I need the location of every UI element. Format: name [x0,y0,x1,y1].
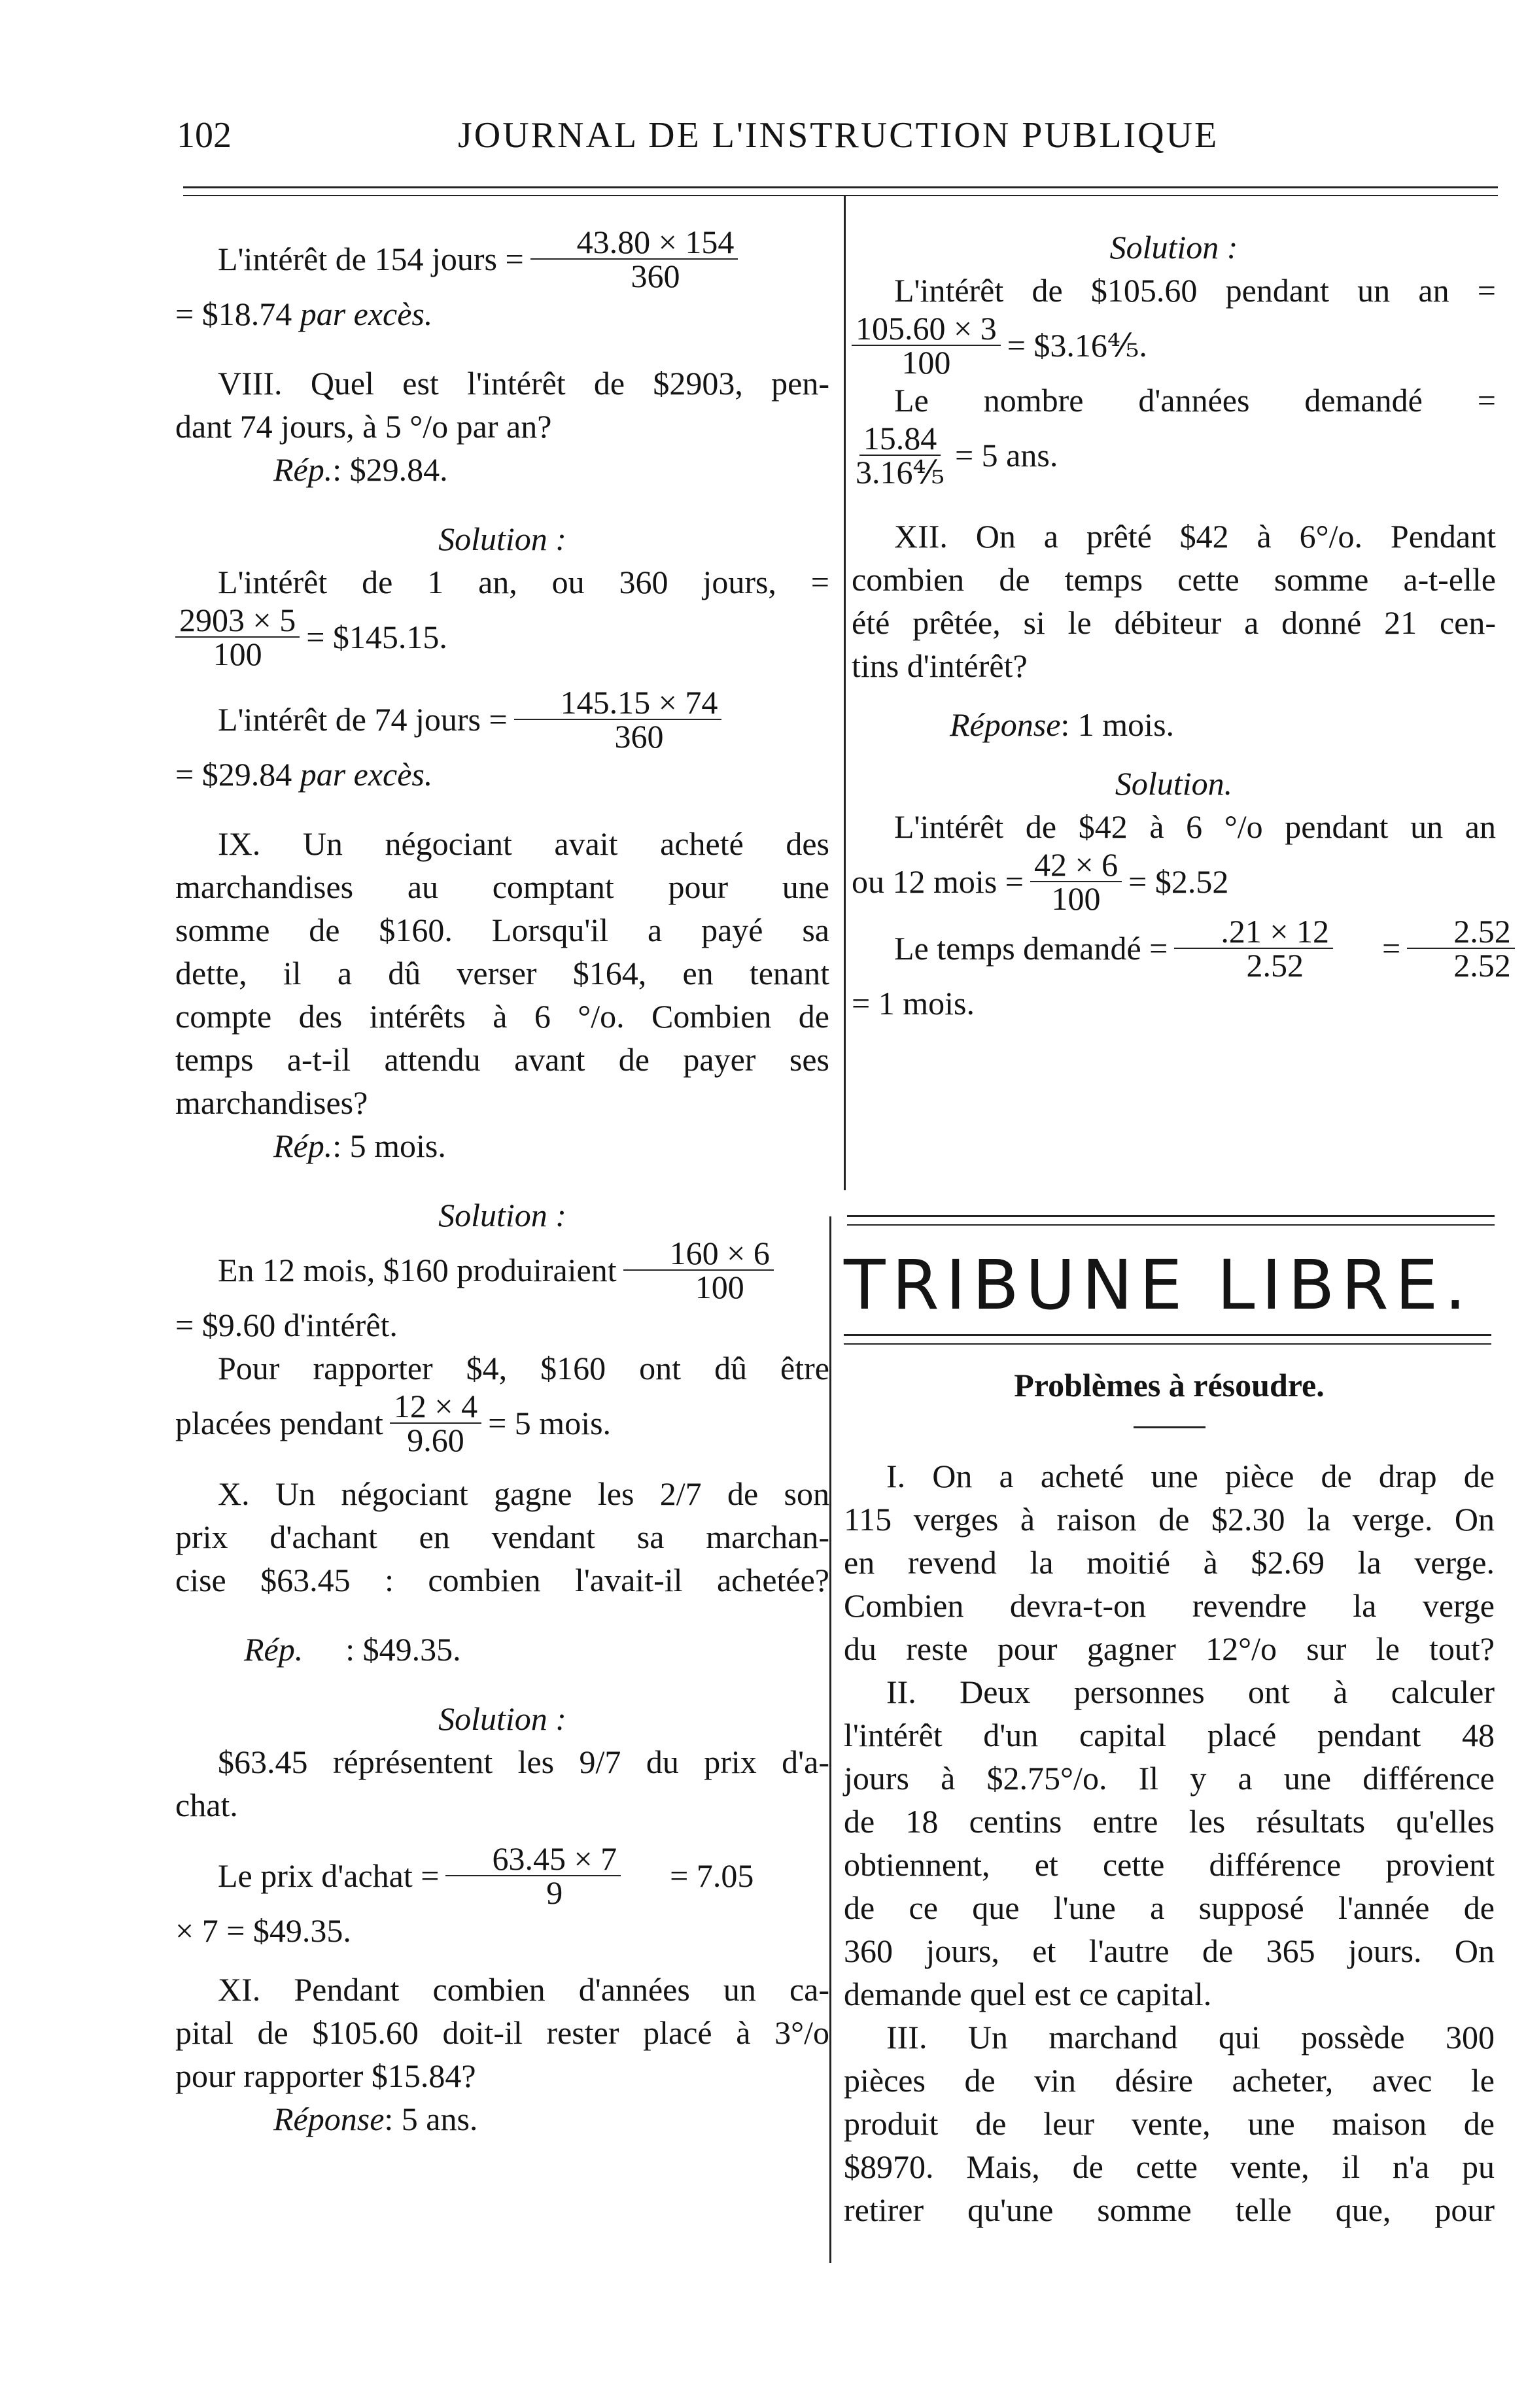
tribune-problem-3-line: retirer qu'une somme telle que, pour [844,2192,1495,2228]
result-note: par excès. [300,296,433,332]
answer-value: : 5 ans. [384,2101,478,2137]
problem-x-line: X. Un négociant gagne les 2/7 de son [218,1475,829,1512]
problem-ix-line: compte des intérêts à 6 °/o. Combien de [175,998,829,1035]
tribune-problem-3-line: III. Un marchand qui possède 300 [886,2019,1495,2055]
tribune-problem-1-line: 115 verges à raison de $2.30 la verge. On [844,1501,1495,1538]
xi-solution-line1: L'intérêt de $105.60 pendant un an = [894,272,1496,309]
interest-154-lead: L'intérêt de 154 jours = [218,241,524,277]
ix-fraction-2 [390,1390,481,1456]
problem-ix-line: somme de $160. Lorsqu'il a payé sa [175,912,829,948]
solution-heading-viii: Solution : [438,521,566,557]
fraction-denominator: 100 [213,636,262,672]
tribune-rule-top-2 [847,1224,1495,1226]
header-rule-bottom [183,195,1498,196]
answer-value: : $49.35. [345,1631,461,1668]
tribune-problem-2-line: de ce que l'une a supposé l'année de [844,1889,1495,1926]
fraction-numerator: 15.84 [859,422,941,456]
interest-154-fraction [530,226,738,292]
tribune-problem-1-line: Combien devra-t-on revendre la verge [844,1587,1495,1624]
fraction-denominator: 100 [695,1269,744,1305]
fraction-numerator: 43.80 × 154 [530,226,738,260]
tribune-problem-2-line: de 18 centins entre les résultats qu'elles [844,1803,1495,1840]
header-rule-top [183,186,1498,188]
fraction-denominator: 9.60 [407,1422,464,1458]
page-header [177,114,1236,167]
fraction-denominator: 2.52 [1453,947,1511,984]
viii-fraction-1 [175,604,300,670]
xi-fraction-2 [852,422,948,489]
solution-heading-xi: Solution : [1109,229,1238,266]
xii-solution-line4: = 1 mois. [852,985,975,1022]
x-solution-line3 [175,1842,829,1909]
tribune-problem-2 [844,1670,1495,2016]
tribune-problem-2-line: l'intérêt d'un capital placé pendant 48 [844,1717,1495,1753]
answer-label: Rép. [273,451,333,488]
fraction-numerator: 160 × 6 [623,1237,774,1271]
fraction-denominator: 360 [631,258,680,294]
problem-ix [175,822,829,1124]
ix-fraction-1 [623,1237,774,1303]
viii-solution-fraction-line [175,604,829,670]
problem-x-line: prix d'achant en vendant sa marchan- [175,1519,829,1555]
tribune-rule-bottom-2 [844,1343,1491,1345]
problem-ix-line: dette, il a dû verser $164, en tenant [175,955,829,991]
xii-fraction-2 [1174,915,1333,982]
xi-solution-line4 [852,422,1496,489]
tribune-problem-3 [844,2016,1495,2231]
tribune-problem-3-line: $8970. Mais, de cette vente, il n'a pu [844,2148,1495,2185]
viii-solution-result-line [175,753,829,796]
fraction-numerator: 2.52 [1407,915,1515,949]
problem-x [175,1472,829,1602]
fraction-denominator: 360 [614,718,664,755]
ix-solution-line4 [175,1390,829,1456]
viii-result-1: = $145.15. [306,619,447,655]
fraction-denominator: 100 [1051,880,1101,917]
problem-ix-line: marchandises au comptant pour une [175,869,829,905]
problem-viii-answer [273,448,829,491]
equals-sign: = [1382,930,1401,967]
tribune-problem-3-line: pièces de vin désire acheter, avec le [844,2062,1495,2099]
problem-ix-line: marchandises? [175,1084,368,1121]
xi-fraction-1 [852,312,1001,379]
xii-fraction-1 [1030,848,1122,915]
interest-154-line [175,226,829,292]
solution-heading-xii: Solution. [1115,765,1233,802]
interest-154-result [175,292,829,335]
fraction-denominator: 9 [546,1874,563,1911]
journal-title: JOURNAL DE L'INSTRUCTION PUBLIQUE [458,115,1219,156]
xii-lead-2: Le temps demandé = [894,930,1168,967]
problem-xii-line: XII. On a prêté $42 à 6°/o. Pendant [894,518,1496,555]
xi-result-2: = 5 ans. [954,437,1058,473]
problem-xii [852,515,1496,687]
xii-fraction-3 [1407,915,1515,982]
x-solution-line1: $63.45 réprésentent les 9/7 du prix d'a- [218,1744,829,1780]
answer-label: Réponse [950,706,1061,743]
problems-heading: Problèmes à résoudre. [1014,1367,1325,1403]
heading-dash [1134,1426,1205,1428]
fraction-numerator: 63.45 × 7 [445,1842,621,1876]
tribune-problem-1-line: I. On a acheté une pièce de drap de [886,1458,1495,1494]
answer-label: Rép. [244,1631,303,1668]
problem-viii-line1: VIII. Quel est l'intérêt de $2903, pen- [218,365,829,402]
answer-label: Rép. [273,1127,333,1164]
xii-solution-line1: L'intérêt de $42 à 6 °/o pendant un an [894,808,1496,845]
xii-lead-1: ou 12 mois = [852,863,1024,900]
x-lead-2: Le prix d'achat = [218,1857,440,1894]
problem-ix-line: temps a-t-il attendu avant de payer ses [175,1041,829,1078]
column-divider-upper [844,196,846,1190]
left-column [175,226,829,2141]
tribune-problem-1-line: du reste pour gagner 12°/o sur le tout? [844,1630,1495,1667]
xi-solution-line2 [852,312,1496,379]
problem-xi-line: XI. Pendant combien d'années un ca- [218,1971,829,2008]
problem-xii-answer [950,703,1496,746]
problem-xi-line: pour rapporter $15.84? [175,2057,476,2094]
fraction-denominator: 3.16⅘ [856,454,945,490]
problem-xi-line: pital de $105.60 doit-il rester placé à 3°/o [175,2014,829,2051]
ix-solution-line1 [175,1237,829,1303]
problem-ix-answer [273,1124,829,1167]
fraction-numerator: 2903 × 5 [175,604,300,638]
result-note: par excès. [300,756,433,793]
problem-ix-line: IX. Un négociant avait acheté des [218,825,829,862]
x-fraction [445,1842,621,1909]
result-value: = $29.84 [175,756,292,793]
problem-xi [175,1968,829,2097]
problem-xii-line: été prêtée, si le débiteur a donné 21 cen- [852,604,1496,641]
column-divider-lower [829,1216,831,2263]
ix-solution-line3: Pour rapporter $4, $160 ont dû être [218,1350,829,1386]
fraction-denominator: 100 [901,344,951,381]
answer-value: : 5 mois. [332,1127,446,1164]
problem-xi-answer [273,2097,829,2141]
viii-lead-2: L'intérêt de 74 jours = [218,701,508,738]
tribune-problem-2-line: jours à $2.75°/o. Il y a une différence [844,1760,1495,1797]
page-number: 102 [177,115,232,156]
xi-result-1: = $3.16⅘. [1007,327,1147,364]
fraction-numerator: 145.15 × 74 [514,686,722,720]
right-column [852,226,1511,1025]
ix-solution-line2: = $9.60 d'intérêt. [175,1307,398,1343]
tribune-problem-3-line: produit de leur vente, une maison de [844,2105,1495,2142]
viii-solution-line2 [175,686,829,753]
ix-result-2: = 5 mois. [488,1405,612,1441]
fraction-numerator: 12 × 4 [390,1390,481,1424]
problem-xii-line: tins d'intérêt? [852,647,1028,684]
x-solution-line4: × 7 = $49.35. [175,1912,351,1949]
xi-solution-line3: Le nombre d'années demandé = [894,382,1496,419]
solution-heading-x: Solution : [438,1700,566,1737]
problem-viii-line2: dant 74 jours, à 5 °/o par an? [175,408,552,445]
tribune-title: TRIBUNE LIBRE. [844,1245,1473,1325]
solution-heading-ix: Solution : [438,1197,566,1233]
fraction-denominator: 2.52 [1246,947,1304,984]
ix-lead-2: placées pendant [175,1405,383,1441]
problem-xii-line: combien de temps cette somme a-t-elle [852,561,1496,598]
problem-x-answer [175,1628,829,1671]
tribune-problem-1 [844,1454,1495,1670]
tribune-problem-2-line: 360 jours, et l'autre de 365 jours. On [844,1933,1495,1969]
tribune-problem-2-line: obtiennent, et cette différence provient [844,1846,1495,1883]
fraction-numerator: 105.60 × 3 [852,312,1001,346]
tribune-rule-bottom-1 [844,1334,1491,1336]
answer-value: : 1 mois. [1060,706,1175,743]
tribune-problem-2-line: demande quel est ce capital. [844,1976,1212,2012]
fraction-numerator: 42 × 6 [1030,848,1122,882]
answer-value: : $29.84. [332,451,448,488]
xii-solution-line3 [852,913,1511,984]
fraction-numerator: .21 × 12 [1174,915,1333,949]
xii-solution-line2 [852,848,1496,915]
x-result: = 7.05 [670,1857,754,1894]
x-solution-line2: chat. [175,1787,238,1823]
viii-fraction-2 [514,686,722,753]
viii-solution-line1: L'intérêt de 1 an, ou 360 jours, = [218,564,829,600]
result-value: = $18.74 [175,296,292,332]
problem-x-line: cise $63.45 : combien l'avait-il achetée? [175,1562,829,1598]
tribune-problem-1-line: en revend la moitié à $2.69 la verge. [844,1544,1495,1581]
xii-result-1: = $2.52 [1128,863,1229,900]
answer-label: Réponse [273,2101,385,2137]
tribune-rule-top-1 [847,1215,1495,1217]
tribune-section [844,1246,1495,2231]
ix-lead-1: En 12 mois, $160 produiraient [218,1252,617,1288]
tribune-problem-2-line: II. Deux personnes ont à calculer [886,1674,1495,1710]
